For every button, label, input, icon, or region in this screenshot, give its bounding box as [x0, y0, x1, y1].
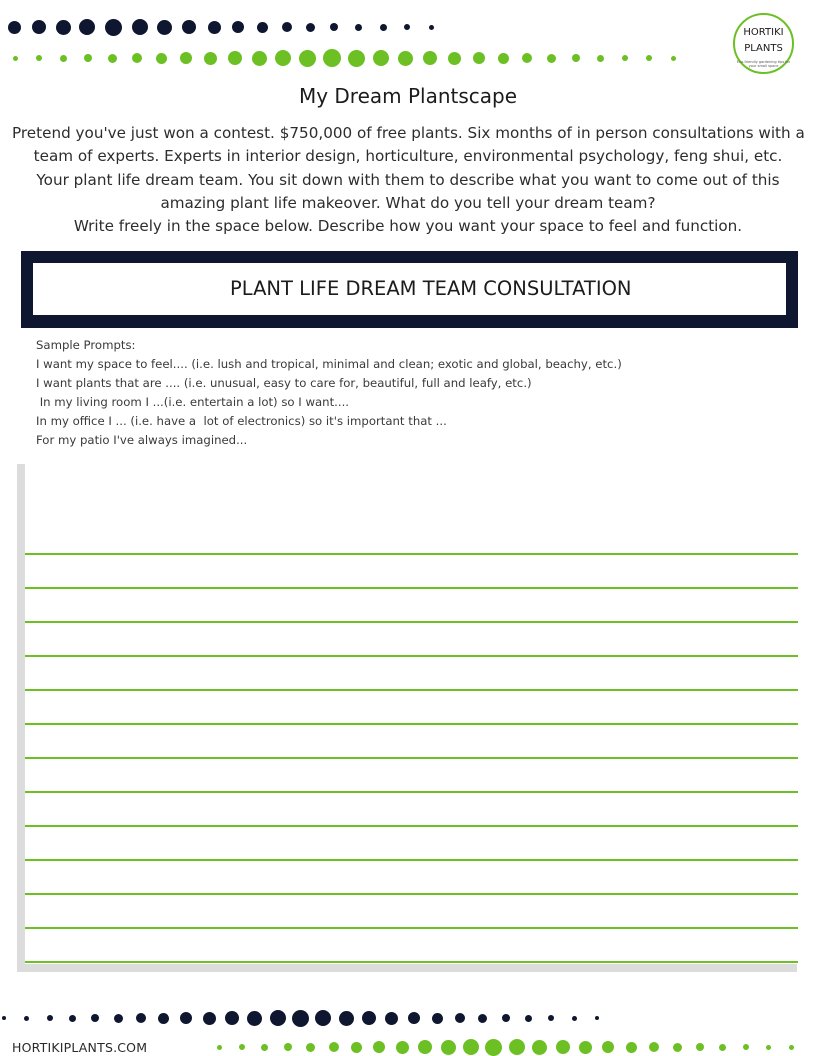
intro-line: Write freely in the space below. Describe how you want your space to feel and function.: [73, 217, 743, 236]
decorative-dot: [56, 20, 71, 35]
decorative-dot: [60, 55, 67, 62]
decorative-dot: [626, 1042, 637, 1053]
decorative-dot: [673, 1043, 682, 1052]
decorative-dot: [579, 1041, 592, 1054]
decorative-dot: [47, 1015, 53, 1021]
decorative-dot: [306, 1043, 315, 1052]
decorative-dot: [261, 1044, 268, 1051]
decorative-dot: [448, 52, 461, 65]
prompt-item: In my living room I ...(i.e. entertain a lot) so I want....: [36, 395, 350, 409]
writing-line: [25, 587, 798, 589]
decorative-dot: [270, 1010, 286, 1026]
decorative-dot: [84, 54, 92, 62]
writing-line: [25, 927, 798, 929]
decorative-dot: [247, 1011, 262, 1026]
decorative-dot: [79, 19, 95, 35]
decorative-dot: [478, 1014, 487, 1023]
writing-line: [25, 689, 798, 691]
decorative-dot: [719, 1044, 726, 1051]
decorative-dot: [330, 23, 338, 31]
decorative-dot: [423, 51, 437, 65]
decorative-dot: [548, 1015, 554, 1021]
intro-line: team of experts. Experts in interior design, horticulture, environmental psychology, feng shui, etc.: [33, 147, 783, 166]
decorative-dot: [547, 54, 556, 63]
decorative-dot: [572, 54, 580, 62]
decorative-dot: [385, 1012, 398, 1025]
decorative-dot: [132, 53, 142, 63]
decorative-dot: [114, 1014, 123, 1023]
decorative-dot: [671, 56, 676, 61]
decorative-dot: [602, 1041, 614, 1053]
decorative-dot: [232, 21, 244, 33]
decorative-dot: [373, 1041, 385, 1053]
decorative-dot: [339, 1011, 354, 1026]
decorative-dot: [485, 1039, 502, 1056]
banner-inner-panel: [33, 263, 786, 315]
decorative-dot: [182, 20, 196, 34]
writing-line: [25, 791, 798, 793]
decorative-dot: [225, 1011, 239, 1025]
decorative-dot: [208, 21, 221, 34]
decorative-dot: [24, 1016, 29, 1021]
decorative-dot: [156, 53, 167, 64]
decorative-dot: [203, 1012, 216, 1025]
decorative-dot: [136, 1013, 146, 1023]
decorative-dot: [398, 51, 413, 66]
decorative-dot: [396, 1041, 409, 1054]
writing-line: [25, 723, 798, 725]
decorative-dot: [217, 1045, 222, 1050]
decorative-dot: [441, 1040, 456, 1055]
decorative-dot: [158, 1013, 169, 1024]
decorative-dot: [69, 1015, 76, 1022]
decorative-dot: [408, 1012, 420, 1024]
decorative-dot: [315, 1010, 331, 1026]
decorative-dot: [373, 50, 389, 66]
decorative-dot: [36, 55, 42, 61]
decorative-dot: [32, 20, 46, 34]
prompt-item: For my patio I've always imagined...: [36, 433, 248, 447]
decorative-dot: [455, 1013, 465, 1023]
decorative-dot: [323, 49, 341, 67]
decorative-dot: [595, 1016, 599, 1020]
consultation-banner: [21, 251, 798, 328]
decorative-dot: [13, 56, 18, 61]
logo-tagline: Eco-friendly gardening tips for your small space: [736, 60, 791, 68]
writing-line: [25, 621, 798, 623]
decorative-dot: [282, 22, 292, 32]
footer-website: HORTIKIPLANTS.COM: [12, 1040, 148, 1055]
prompt-item: I want plants that are .... (i.e. unusual, easy to care for, beautiful, full and leafy, etc.): [36, 376, 532, 390]
prompts-heading: Sample Prompts:: [36, 338, 136, 352]
decorative-dot: [351, 1042, 362, 1053]
decorative-dot: [789, 1045, 794, 1050]
decorative-dot: [766, 1045, 771, 1050]
decorative-dot: [8, 21, 21, 34]
decorative-dot: [91, 1014, 99, 1022]
decorative-dot: [649, 1042, 659, 1052]
page-title: My Dream Plantscape: [298, 84, 518, 108]
decorative-dot: [2, 1016, 6, 1020]
decorative-dot: [522, 53, 532, 63]
decorative-dot: [525, 1015, 532, 1022]
decorative-dot: [362, 1011, 376, 1025]
decorative-dot: [299, 50, 316, 67]
writing-line: [25, 553, 798, 555]
intro-line: amazing plant life makeover. What do you tell your dream team?: [160, 193, 656, 212]
decorative-dot: [180, 52, 192, 64]
decorative-dot: [157, 20, 172, 35]
banner-title: PLANT LIFE DREAM TEAM CONSULTATION: [230, 277, 632, 300]
decorative-dot: [105, 19, 122, 36]
decorative-dot: [329, 1042, 339, 1052]
decorative-dot: [429, 25, 434, 30]
decorative-dot: [696, 1043, 704, 1051]
writing-line: [25, 859, 798, 861]
decorative-dot: [646, 55, 652, 61]
decorative-dot: [463, 1039, 479, 1055]
writing-line: [25, 961, 798, 963]
decorative-dot: [743, 1044, 749, 1050]
decorative-dot: [228, 51, 242, 65]
decorative-dot: [556, 1040, 570, 1054]
decorative-dot: [252, 51, 267, 66]
decorative-dot: [597, 55, 604, 62]
sample-prompts: [36, 336, 622, 450]
prompt-item: I want my space to feel.... (i.e. lush and tropical, minimal and clean; exotic and global, beachy, etc.): [36, 357, 622, 371]
decorative-dot: [306, 23, 315, 32]
decorative-dot: [418, 1040, 432, 1054]
decorative-dot: [473, 52, 485, 64]
writing-line: [25, 655, 798, 657]
decorative-dot: [292, 1010, 309, 1027]
writing-line: [25, 825, 798, 827]
intro-line: Pretend you've just won a contest. $750,000 of free plants. Six months of in person consultations with a: [12, 124, 805, 142]
logo-line-1: HORTIKI: [743, 27, 784, 38]
decorative-dot: [404, 24, 410, 30]
intro-paragraph: [12, 122, 804, 238]
decorative-dot: [502, 1014, 510, 1022]
decorative-dot: [239, 1044, 245, 1050]
decorative-dot: [380, 24, 387, 31]
writing-line: [25, 893, 798, 895]
decorative-dot: [498, 53, 509, 64]
decorative-dot: [204, 52, 217, 65]
decorative-dot: [348, 50, 365, 67]
writing-area-left-border: [17, 464, 25, 972]
prompt-item: In my office I ... (i.e. have a lot of electronics) so it's important that ...: [36, 414, 447, 428]
decorative-dot: [572, 1016, 577, 1021]
decorative-dot: [355, 24, 362, 31]
intro-line: Your plant life dream team. You sit down with them to describe what you want to come out of this: [36, 170, 780, 189]
writing-line: [25, 757, 798, 759]
writing-area-bottom-border: [17, 964, 797, 972]
decorative-dot: [132, 19, 148, 35]
decorative-dot: [284, 1043, 292, 1051]
decorative-dot: [509, 1039, 525, 1055]
logo-line-2: PLANTS: [744, 43, 783, 54]
decorative-dot: [532, 1040, 547, 1055]
decorative-dot: [432, 1013, 443, 1024]
decorative-dot: [257, 22, 268, 33]
decorative-dot: [622, 55, 628, 61]
decorative-dot: [180, 1012, 192, 1024]
decorative-dot: [275, 50, 291, 66]
decorative-dot: [108, 54, 117, 63]
hortiki-plants-logo: [733, 13, 794, 74]
